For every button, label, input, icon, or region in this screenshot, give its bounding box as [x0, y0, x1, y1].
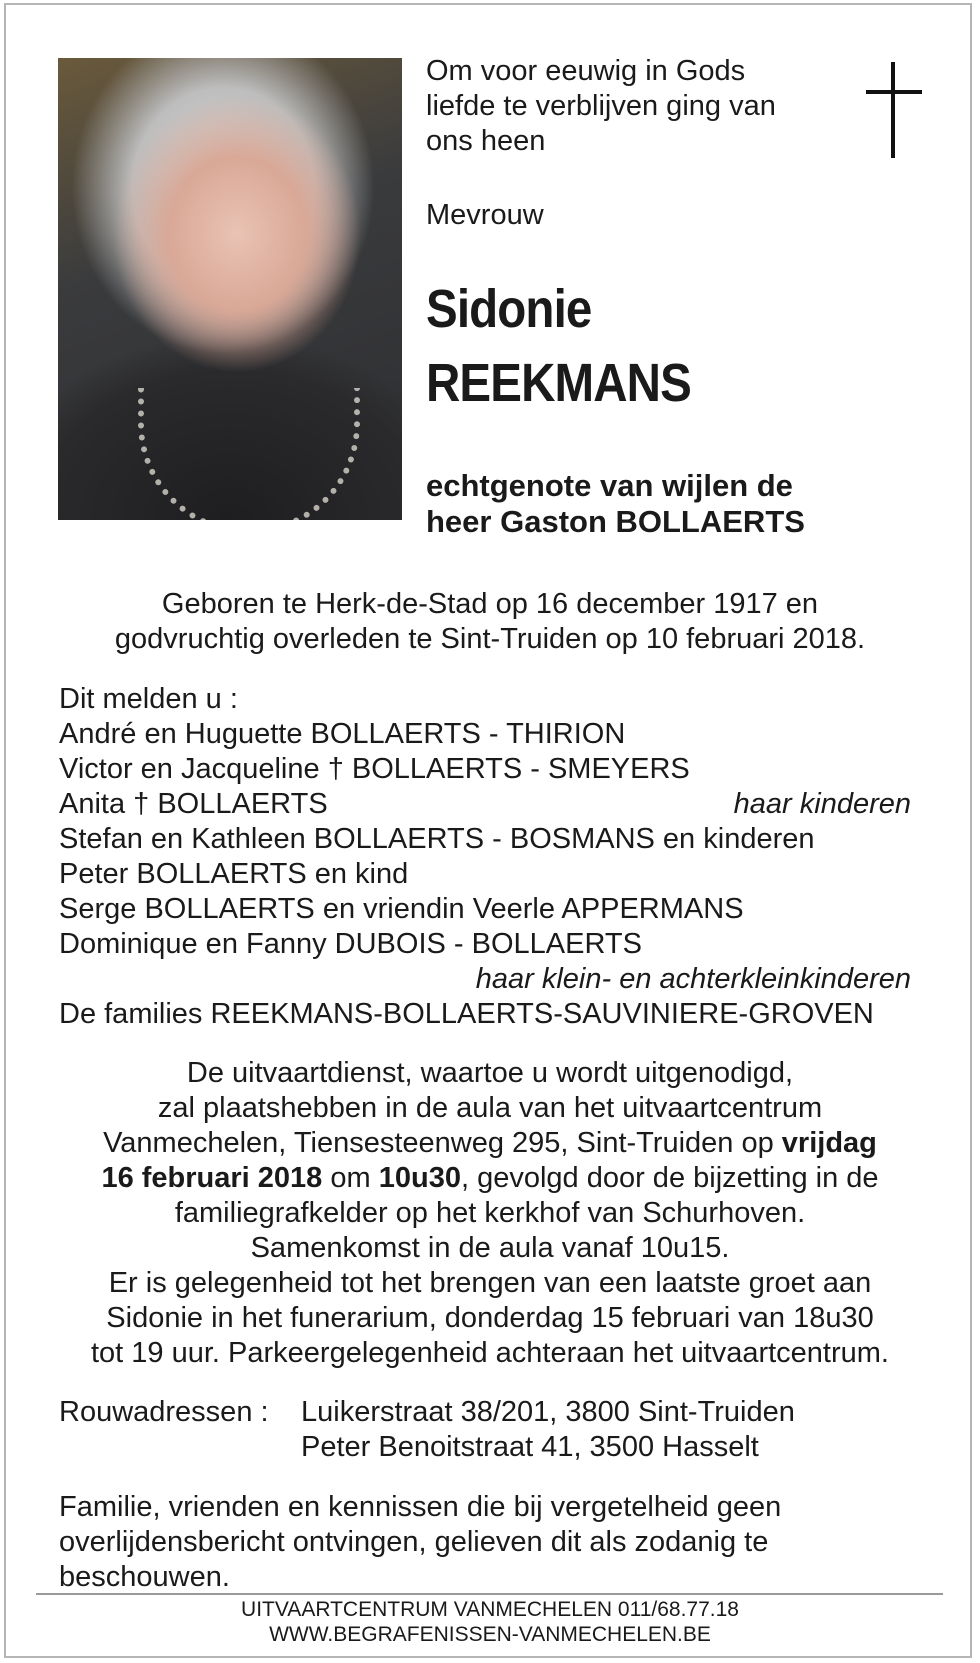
list-item	[59, 962, 911, 997]
grandchildren-label: haar klein- en achterkleinkinderen	[475, 963, 911, 995]
list-item: Dominique en Fanny DUBOIS - BOLLAERTS	[59, 928, 642, 960]
list-item: Stefan en Kathleen BOLLAERTS - BOSMANS en kinderen	[59, 823, 815, 855]
list-item: Anita † BOLLAERTS haar kinderen	[59, 788, 911, 820]
birth-death-text: Geboren te Herk-de-Stad op 16 december 1917 en godvruchtig overleden te Sint-Truiden op 10 februari 2018.	[114, 588, 866, 655]
footer-divider	[36, 1593, 943, 1595]
footer-website: WWW.BEGRAFENISSEN-VANMECHELEN.BE	[269, 1623, 711, 1646]
deceased-name	[426, 272, 691, 420]
service-day: vrijdag	[781, 1127, 877, 1159]
footer-company: UITVAARTCENTRUM VANMECHELEN 011/68.77.18	[241, 1598, 739, 1621]
list-item: André en Huguette BOLLAERTS - THIRION	[59, 718, 626, 750]
announcement-list	[59, 682, 911, 1032]
title-mevrouw: Mevrouw	[426, 199, 544, 231]
mourning-addresses: Rouwadressen : Luikerstraat 38/201, 3800 Sint-Truiden Peter Benoitstraat 41, 3500 Hasselt	[59, 1396, 795, 1463]
last-name: REEKMANS	[426, 353, 691, 413]
service-date: 16 februari 2018	[101, 1162, 323, 1194]
families-line: De families REEKMANS-BOLLAERTS-SAUVINIERE-GROVEN	[59, 998, 874, 1030]
addresses-label: Rouwadressen :	[59, 1396, 269, 1428]
first-name: Sidonie	[426, 279, 592, 339]
list-item: Victor en Jacqueline † BOLLAERTS - SMEYERS	[59, 753, 690, 785]
intro-text: Om voor eeuwig in Gods liefde te verblijven ging van ons heen	[426, 55, 776, 157]
cross-icon	[866, 62, 922, 158]
children-label: haar kinderen	[733, 788, 911, 820]
portrait-photo	[58, 58, 402, 520]
service-time: 10u30	[378, 1162, 461, 1194]
pearl-necklace	[138, 388, 360, 520]
footer	[0, 1597, 980, 1647]
closing-text: Familie, vrienden en kennissen die bij vergetelheid geen overlijdensbericht ontvingen, gelieven dit als zodanig te beschouwen.	[59, 1491, 782, 1593]
list-item: Peter BOLLAERTS en kind	[59, 858, 409, 890]
list-item: Serge BOLLAERTS en vriendin Veerle APPERMANS	[59, 893, 744, 925]
service-text: De uitvaartdienst, waartoe u wordt uitgenodigd, zal plaatshebben in de aula van het uitvaartcentrum Vanmechelen, Tiensesteenweg 295, Sint-Truiden op vrijdag 16 februari 2018 om 10u30, gevolgd door de bijzetting in de familiegrafkelder op het kerkhof van Schurhoven. Samenkomst in de aula vanaf 10u15. Er is gelegenheid tot het brengen van een laatste groet aan Sidonie in het funerarium, donderdag 15 februari van 18u30 tot 19 uur. Parkeergelegenheid achteraan het uitvaartcentrum.	[90, 1057, 889, 1369]
spouse-text: echtgenote van wijlen de heer Gaston BOLLAERTS	[426, 468, 805, 539]
announcement-intro: Dit melden u :	[59, 683, 238, 715]
